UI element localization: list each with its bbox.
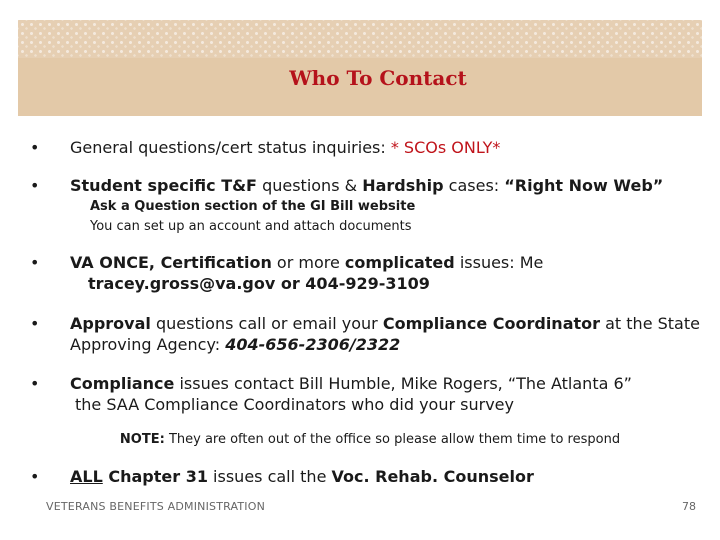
bullet: • — [30, 467, 40, 486]
note-label: NOTE: — [119, 432, 165, 447]
page-title: Who To Contact — [289, 66, 467, 90]
sub-item: Ask a Question section of the GI Bill website — [90, 199, 416, 214]
footer-org: VETERANS BENEFITS ADMINISTRATION — [46, 500, 266, 513]
list-item: • Compliance issues contact Bill Humble, Mike Rogers, “The Atlanta 6” the SAA Compliance Coordinators who did your survey — [30, 374, 632, 414]
sub-item: You can set up an account and attach documents — [90, 219, 412, 234]
bullet: • — [30, 138, 40, 157]
contact-info: tracey.gross@va.gov or 404-929-3109 — [88, 274, 430, 293]
scos-only-text: * SCOs ONLY* — [390, 138, 501, 157]
list-item: • General questions/cert status inquiries: * SCOs ONLY* — [30, 138, 501, 157]
note: NOTE: They are often out of the office so please allow them time to respond — [119, 432, 621, 447]
agency-phone: 404-656-2306/2322 — [225, 335, 401, 354]
page-number: 78 — [682, 500, 696, 513]
list-item: • Approval questions call or email your Compliance Coordinator at the State Approving Agency: 404-656-2306/2322 — [30, 314, 700, 354]
item-text: General — [70, 138, 134, 157]
bullet: • — [30, 314, 40, 333]
bullet: • — [30, 253, 40, 272]
list-item: • ALL Chapter 31 issues call the Voc. Rehab. Counselor — [30, 467, 534, 486]
list-item: • Student specific T&F questions & Hardship cases: “Right Now Web” — [30, 176, 664, 195]
bullet: • — [30, 176, 40, 195]
right-now-web-text: “Right Now Web” — [504, 176, 664, 195]
bullet: • — [30, 374, 40, 393]
list-item: • VA ONCE, Certification or more complicated issues: Me tracey.gross@va.gov or 404-929-3109 — [30, 253, 544, 293]
